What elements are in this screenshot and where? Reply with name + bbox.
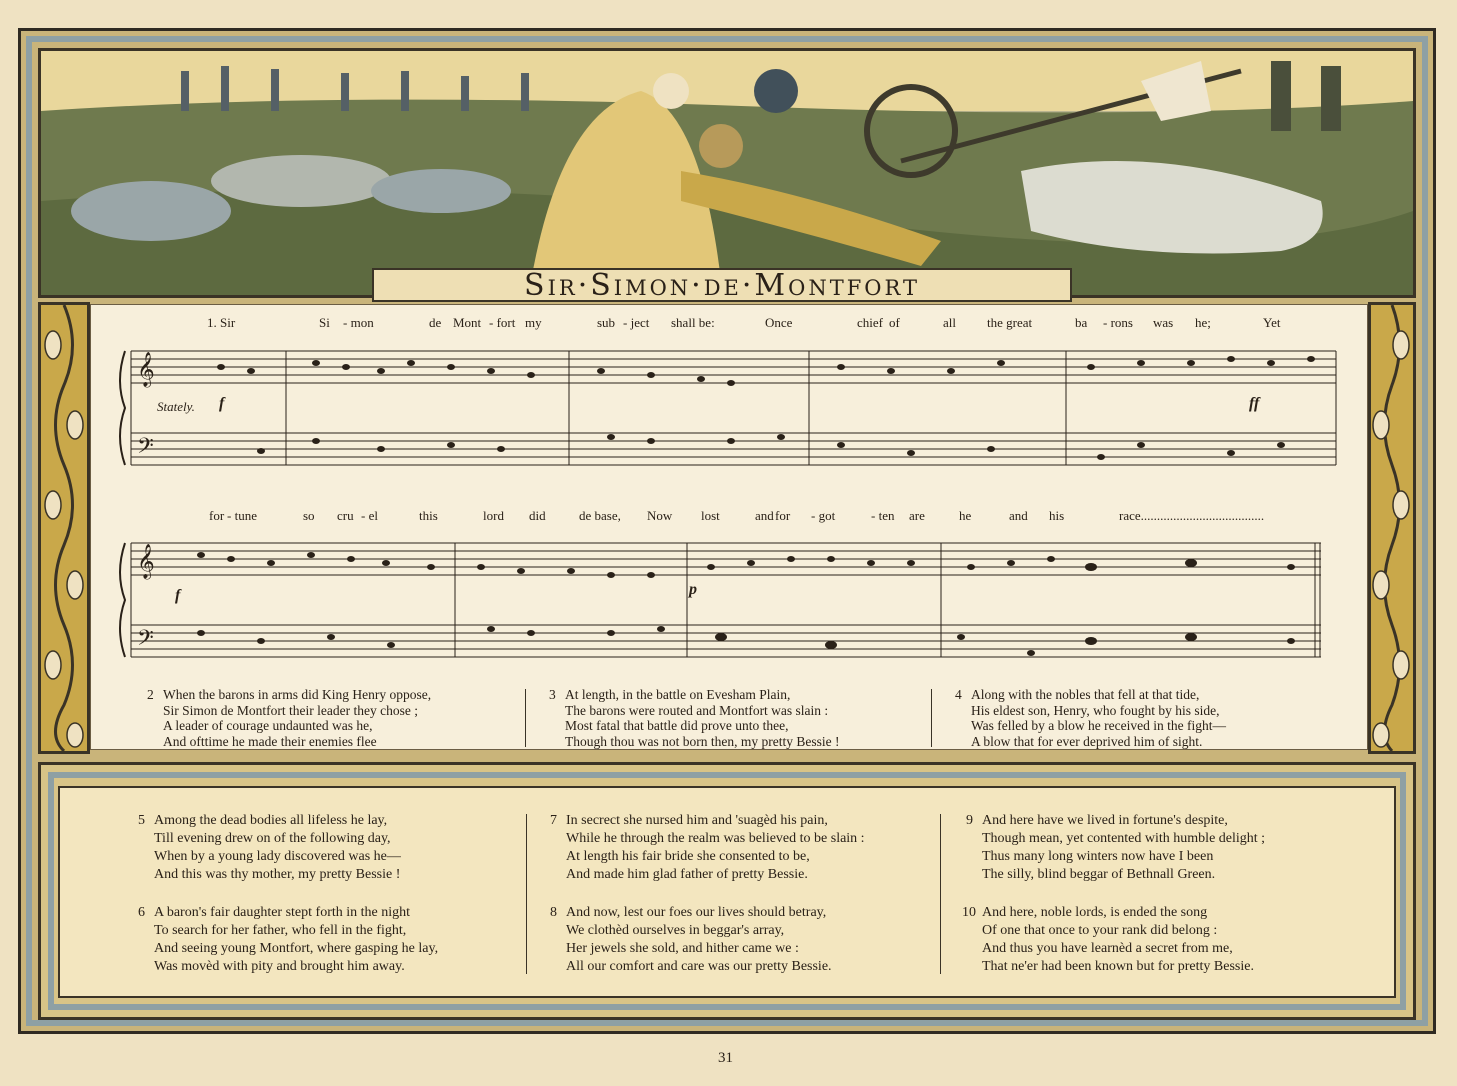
verse-divider	[525, 689, 526, 747]
lyric-syllable: so	[303, 508, 315, 523]
verse-divider	[526, 814, 527, 974]
lyric-syllable: Mont	[453, 315, 482, 330]
music-sheet	[90, 304, 1368, 750]
verse-line: Though mean, yet contented with humble delight ;	[982, 831, 1266, 846]
verse-block	[550, 812, 865, 884]
title-ribbon	[372, 268, 1072, 302]
verse-number: 6	[138, 905, 145, 920]
lyric-syllable: chief	[857, 315, 883, 330]
lyric-syllable: - rons	[1103, 315, 1133, 330]
lyric-syllable: his	[1049, 508, 1065, 523]
verse-number: 2	[147, 687, 154, 702]
svg-text:𝄞: 𝄞	[137, 352, 155, 387]
lyric-syllable: shall be:	[671, 315, 715, 330]
verse-number: 9	[966, 813, 973, 828]
lyric-syllable: my	[525, 315, 542, 330]
svg-text:𝄢: 𝄢	[137, 434, 154, 464]
lyric-syllable: de base,	[579, 508, 621, 523]
leaf-vine-icon	[41, 305, 87, 751]
verse-line: And seeing young Montfort, where gasping he lay,	[154, 941, 439, 956]
lyric-syllable: did	[529, 508, 546, 523]
lyric-syllable: ba	[1075, 315, 1088, 330]
lyric-syllable: of	[889, 315, 900, 330]
lyric-syllable: he;	[1195, 315, 1211, 330]
verse-line: Though thou was not born then, my pretty Bessie !	[565, 733, 840, 749]
page-number: 31	[718, 1050, 733, 1066]
battlefield-illustration	[38, 48, 1416, 298]
verse-block	[549, 687, 839, 749]
lyric-syllable: lost	[701, 508, 720, 523]
verse-divider	[940, 814, 941, 974]
verse-divider	[931, 689, 932, 747]
lyric-syllable: Now	[647, 508, 673, 523]
verse-number: 10	[962, 905, 976, 920]
verse-block	[138, 812, 401, 884]
verse-line: At length, in the battle on Evesham Plain,	[565, 687, 791, 702]
verse-number: 8	[550, 905, 557, 920]
verse-line: Most fatal that battle did prove unto thee,	[565, 718, 789, 733]
verse-line: Her jewels she sold, and hither came we :	[566, 941, 799, 956]
lyric-syllable: the great	[987, 315, 1033, 330]
verse-block	[966, 812, 1265, 884]
svg-text:𝄢: 𝄢	[137, 626, 154, 656]
lyric-syllable: and	[1009, 508, 1028, 523]
verse-number: 7	[550, 813, 557, 828]
verse-line: And now, lest our foes our lives should betray,	[566, 905, 827, 920]
verse-line: Was felled by a blow he received in the fight—	[971, 718, 1226, 733]
verse-line: In secrect she nursed him and 'suagèd his pain,	[566, 813, 828, 828]
left-vine-border	[38, 302, 90, 754]
lyric-syllable: was	[1153, 315, 1174, 330]
verse-line: A blow that for ever deprived him of sight.	[971, 733, 1203, 749]
verse-line: Sir Simon de Montfort their leader they chose ;	[163, 702, 418, 718]
staff-system-2	[111, 533, 1341, 673]
verse-line: While he through the realm was believed to be slain :	[566, 831, 865, 846]
verse-number: 5	[138, 813, 145, 828]
lyric-syllable: are	[909, 508, 925, 523]
verse-line: A baron's fair daughter stept forth in the night	[154, 905, 411, 920]
svg-text:𝄞: 𝄞	[137, 544, 155, 579]
lyric-syllable: sub	[597, 315, 616, 330]
verse-number: 4	[955, 687, 962, 702]
verse-line: And made him glad father of pretty Bessie.	[566, 867, 808, 882]
dynamic-fortissimo: ff	[1249, 395, 1260, 412]
lyric-syllable: - got	[811, 508, 836, 523]
lyric-syllable: for	[209, 508, 225, 523]
tempo-marking: Stately.	[157, 399, 195, 414]
verse-line: And ofttime he made their enemies flee	[163, 733, 377, 749]
verse-number: 3	[549, 687, 556, 702]
verse-line: Among the dead bodies all lifeless he lay,	[154, 813, 388, 828]
lyric-syllable: he	[959, 508, 972, 523]
verse-line: To search for her father, who fell in the fight,	[154, 923, 407, 938]
verse-line: That ne'er had been known but for pretty Bessie.	[982, 959, 1254, 974]
verse-line: His eldest son, Henry, who fought by his side,	[971, 702, 1220, 718]
verse-block	[962, 904, 1254, 976]
verse-line: Along with the nobles that fell at that tide,	[971, 687, 1200, 702]
lyric-syllable: and	[755, 508, 774, 523]
lyric-syllable: race......................................	[1119, 508, 1265, 523]
verse-line: Till evening drew on of the following day,	[154, 831, 391, 846]
verse-block	[955, 687, 1226, 749]
illustration-image	[41, 51, 1413, 295]
dynamic-piano: p	[689, 581, 697, 598]
verse-line: And here, noble lords, is ended the song	[982, 905, 1208, 920]
lyric-syllable: Once	[765, 315, 793, 330]
lyric-syllable: - fort	[489, 315, 516, 330]
leaf-vine-icon	[1371, 305, 1413, 751]
lyric-syllable: all	[943, 315, 956, 330]
lyric-syllable: de	[429, 315, 442, 330]
lyric-syllable: - mon	[343, 315, 374, 330]
lyric-syllable: - ten	[871, 508, 895, 523]
staff-system-1	[111, 341, 1341, 481]
verse-line: When by a young lady discovered was he—	[154, 849, 401, 864]
right-vine-border	[1368, 302, 1416, 754]
lower-verses-panel	[58, 786, 1396, 998]
lyric-syllable: Si	[319, 315, 330, 330]
lyric-syllable: for	[775, 508, 791, 523]
verse-line: At length his fair bride she consented to be,	[566, 849, 810, 864]
lyric-syllable: lord	[483, 508, 504, 523]
verse-line: The silly, blind beggar of Bethnall Green.	[982, 867, 1216, 882]
lyric-syllable: Yet	[1263, 315, 1281, 330]
verse-block	[138, 904, 438, 976]
verse-line: Was movèd with pity and brought him away.	[154, 959, 405, 974]
verse-line: A leader of courage undaunted was he,	[163, 718, 373, 733]
verse-line: The barons were routed and Montfort was slain :	[565, 702, 829, 718]
lyric-syllable: this	[419, 508, 438, 523]
verse-line: Thus many long winters now have I been	[982, 849, 1214, 864]
lyric-syllable: - ject	[623, 315, 650, 330]
lyric-syllable: 1. Sir	[207, 315, 236, 330]
verse-line: We clothèd ourselves in beggar's array,	[566, 923, 785, 938]
lyric-syllable: - el	[361, 508, 378, 523]
verse-line: And thus you have learnèd a secret from me,	[982, 941, 1233, 956]
page-title: Sir·Simon·de·Montfort	[524, 267, 920, 303]
verse-line: Of one that once to your rank did belong :	[982, 923, 1218, 938]
verse-line: All our comfort and care was our pretty Bessie.	[566, 959, 832, 974]
lyric-syllable: cru	[337, 508, 354, 523]
dynamic-forte: f	[175, 587, 181, 604]
dynamic-forte: f	[219, 395, 225, 412]
verse-block	[550, 904, 832, 976]
lyric-syllable: - tune	[227, 508, 257, 523]
verse-line: And this was thy mother, my pretty Bessie !	[154, 867, 401, 882]
verse-line: When the barons in arms did King Henry oppose,	[163, 687, 432, 702]
verse-line: And here have we lived in fortune's despite,	[982, 813, 1228, 828]
verse-block	[147, 687, 431, 749]
